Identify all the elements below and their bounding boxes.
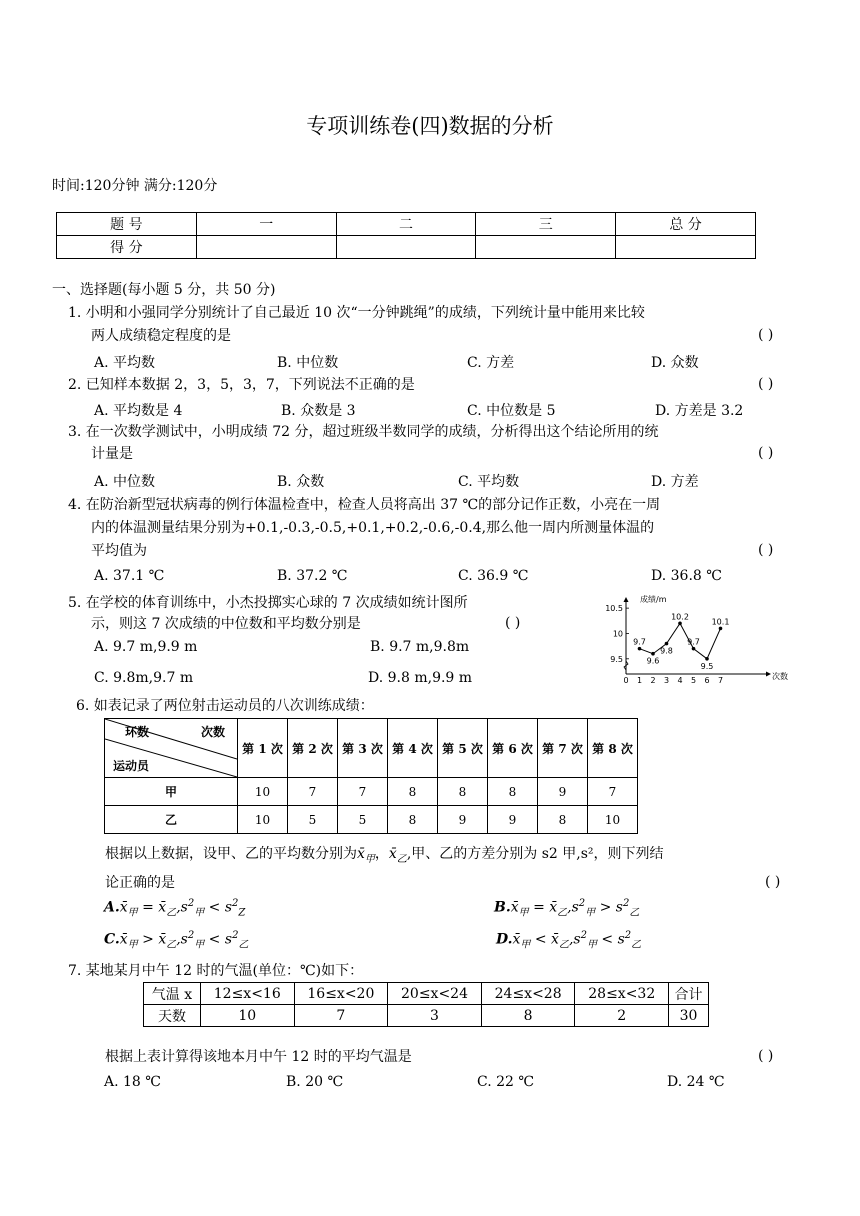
- question-5-line: 5. 在学校的体育训练中，小杰投掷实心球的 7 次成绩如统计图所: [68, 595, 468, 611]
- chart-x-tick-label: 5: [690, 676, 697, 685]
- table-cell: 气温 x: [144, 983, 201, 1005]
- chart-data-label: 9.8: [660, 646, 673, 656]
- answer-paren[interactable]: ( ): [758, 327, 774, 343]
- option-d[interactable]: D. 9.8 m,9.9 m: [368, 670, 473, 686]
- chart-point: [665, 642, 669, 646]
- chart-x-tick-label: 7: [717, 676, 724, 685]
- table-col-header: 第 4 次: [388, 719, 438, 778]
- chart-y-tick-label: 10.5: [605, 604, 623, 614]
- option-c[interactable]: C. 方差: [467, 355, 515, 371]
- option-b[interactable]: B. 中位数: [277, 355, 339, 371]
- answer-paren[interactable]: ( ): [758, 376, 774, 392]
- sub: 乙: [166, 907, 177, 919]
- chart-data-label: 9.7: [687, 637, 700, 647]
- question-7-line: 7. 某地某月中午 12 时的气温(单位：℃)如下：: [68, 963, 364, 979]
- table-row: [105, 806, 638, 834]
- sub: 甲: [127, 939, 138, 951]
- score-cell[interactable]: [336, 236, 476, 259]
- temperature-table: [143, 982, 709, 1027]
- section-heading: 一、选择题(每小题 5 分，共 50 分): [52, 282, 276, 298]
- table-cell: 9: [488, 806, 538, 834]
- corner-label-top: 环数: [125, 725, 150, 739]
- option-a[interactable]: A. 18 ℃: [104, 1074, 161, 1090]
- chart-x-tick-label: 4: [677, 676, 683, 685]
- question-6-text: 根据以上数据，设甲、乙的平均数分别为$x̄_甲$，$x̄_乙$,甲、乙的方差分别为 s2 甲,s²，则下列结: [105, 846, 664, 865]
- chart-data-label: 9.7: [633, 637, 646, 647]
- table-cell: 10: [200, 1005, 294, 1027]
- chart-y-tick-label: 9.5: [610, 654, 623, 664]
- option-c[interactable]: C. 36.9 ℃: [458, 568, 529, 584]
- sub: Z: [238, 907, 246, 919]
- chart-data-label: 9.5: [700, 661, 714, 671]
- sub: 乙: [166, 939, 177, 951]
- option-letter: C.: [104, 931, 120, 948]
- chart-point: [638, 647, 642, 651]
- question-4-line: 平均值为: [91, 543, 147, 559]
- table-cell: 20≤x<24: [388, 983, 482, 1005]
- table-cell: 7: [294, 1005, 388, 1027]
- table-col-header: 第 7 次: [538, 719, 588, 778]
- question-3-line: 计量是: [91, 446, 133, 462]
- chart-x-tick-label: 6: [704, 676, 710, 685]
- table-cell: 7: [288, 778, 338, 806]
- answer-paren[interactable]: ( ): [505, 615, 521, 631]
- table-cell: 30: [669, 1005, 709, 1027]
- sub: 甲: [520, 939, 531, 951]
- table-cell: 5: [288, 806, 338, 834]
- table-cell: 10: [588, 806, 638, 834]
- table-row: [105, 778, 638, 806]
- option-letter: B.: [494, 899, 511, 916]
- chart-y-axis-arrow: [624, 597, 629, 602]
- table-cell: 8: [488, 778, 538, 806]
- table-cell: 16≤x<20: [294, 983, 388, 1005]
- table-cell: 8: [538, 806, 588, 834]
- answer-paren[interactable]: ( ): [758, 445, 774, 461]
- chart-point: [678, 622, 682, 626]
- option-a[interactable]: A. 9.7 m,9.9 m: [94, 639, 198, 655]
- table-col-header: 第 2 次: [288, 719, 338, 778]
- table-cell: 天数: [144, 1005, 201, 1027]
- table-cell: 8: [388, 806, 438, 834]
- score-header: 一: [196, 213, 336, 236]
- table-col-header: 第 8 次: [588, 719, 638, 778]
- option-b[interactable]: B. 20 ℃: [286, 1074, 344, 1090]
- chart-data-label: 10.1: [711, 617, 730, 627]
- question-4-line: 内的体温测量结果分别为+0.1,-0.3,-0.5,+0.1,+0.2,-0.6,-0.4,那么他一周内所测量体温的: [91, 520, 655, 536]
- option-a[interactable]: A. 中位数: [94, 474, 156, 490]
- chart-data-label: 9.6: [646, 656, 660, 666]
- table-cell: 10: [238, 778, 288, 806]
- option-b[interactable]: B. 9.7 m,9.8m: [370, 639, 470, 655]
- option-d[interactable]: D. 方差: [651, 474, 699, 490]
- chart-point: [651, 652, 655, 656]
- q6-text-part: 根据以上数据，设甲、乙的平均数分别为: [105, 846, 357, 862]
- corner-label-bottom: 运动员: [113, 759, 150, 773]
- option-d[interactable]: D. 36.8 ℃: [651, 568, 722, 584]
- option-c[interactable]: C. 中位数是 5: [467, 403, 556, 419]
- table-cell: 3: [388, 1005, 482, 1027]
- answer-paren[interactable]: ( ): [758, 542, 774, 558]
- question-2-line: 2. 已知样本数据 2，3，5，3，7，下列说法不正确的是: [68, 377, 415, 393]
- question-4-line: 4. 在防治新型冠状病毒的例行体温检查中，检查人员将高出 37 ℃的部分记作正数，小亮在一周: [68, 497, 661, 513]
- option-d[interactable]: D. 方差是 3.2: [655, 403, 744, 419]
- table-cell: 9: [538, 778, 588, 806]
- chart-x-axis-label: 次数: [772, 672, 788, 681]
- sub: 乙: [629, 907, 640, 919]
- table-corner-cell: [105, 719, 238, 778]
- question-7-text: 根据上表计算得该地本月中午 12 时的平均气温是: [105, 1049, 412, 1065]
- score-header: 题 号: [57, 213, 197, 236]
- answer-paren[interactable]: ( ): [765, 874, 781, 890]
- option-b[interactable]: B. 众数: [277, 474, 325, 490]
- table-col-header: 第 6 次: [488, 719, 538, 778]
- q6-text-part: ,甲、乙的方差分别为 s2 甲,s²，则下列结: [406, 846, 664, 862]
- option-a[interactable]: A. 平均数: [94, 355, 156, 371]
- option-b[interactable]: B. 37.2 ℃: [277, 568, 348, 584]
- table-cell: 28≤x<32: [575, 983, 669, 1005]
- table-cell: 合计: [669, 983, 709, 1005]
- sub-jia: 甲: [364, 853, 375, 865]
- table-col-header: 第 5 次: [438, 719, 488, 778]
- score-cell[interactable]: [476, 236, 616, 259]
- option-c[interactable]: C. 22 ℃: [477, 1074, 535, 1090]
- table-cell: 8: [481, 1005, 575, 1027]
- chart-point: [719, 627, 723, 631]
- sub-yi: 乙: [396, 853, 407, 865]
- score-header: 三: [476, 213, 616, 236]
- option-letter: A.: [104, 899, 120, 916]
- table-col-header: 第 1 次: [238, 719, 288, 778]
- table-cell: 24≤x<28: [481, 983, 575, 1005]
- answer-paren[interactable]: ( ): [758, 1048, 774, 1064]
- chart-y-axis-label: 成绩/m: [640, 595, 667, 604]
- corner-label-right: 次数: [201, 725, 226, 739]
- question-3-line: 3. 在一次数学测试中，小明成绩 72 分，超过班级半数同学的成绩，分析得出这个结论所用的统: [68, 424, 659, 440]
- table-cell: 9: [438, 806, 488, 834]
- sub: 甲: [194, 907, 205, 919]
- sub: 乙: [631, 939, 642, 951]
- option-a[interactable]: A. 37.1 ℃: [94, 568, 165, 584]
- page-title: 专项训练卷(四)数据的分析: [306, 114, 554, 138]
- chart-x-tick-label: 1: [636, 676, 643, 685]
- row-label: 甲: [105, 778, 238, 806]
- option-b[interactable]: B. 众数是 3: [281, 403, 356, 419]
- option-a[interactable]: A. 平均数是 4: [94, 403, 183, 419]
- table-cell: 8: [438, 778, 488, 806]
- chart-y-tick-label: 10: [612, 629, 623, 639]
- option-d-formula[interactable]: $D.x̄_甲$ < $x̄_乙,s^2_甲 < s^2_乙$: [496, 930, 642, 951]
- sub: 甲: [586, 939, 597, 951]
- question-1-line: 两人成绩稳定程度的是: [91, 328, 231, 344]
- table-cell: 10: [238, 806, 288, 834]
- chart-point: [705, 657, 709, 661]
- shooting-table: [104, 718, 638, 834]
- question-6-text: 论正确的是: [105, 875, 175, 891]
- option-c-formula[interactable]: $C.x̄_甲$ > $x̄_乙,s^2_甲 < s^2_乙$: [104, 930, 249, 951]
- chart-x-tick-label: 2: [650, 676, 656, 685]
- chart-x-tick-label: 3: [663, 676, 670, 685]
- option-c[interactable]: C. 平均数: [458, 474, 520, 490]
- chart-x-axis-arrow: [766, 672, 771, 677]
- sub: 乙: [557, 907, 568, 919]
- score-cell[interactable]: [196, 236, 336, 259]
- sub: 甲: [194, 939, 205, 951]
- score-row-label: 得 分: [57, 236, 197, 259]
- table-cell: 2: [575, 1005, 669, 1027]
- sub: 乙: [238, 939, 249, 951]
- chart-data-label: 10.2: [671, 612, 689, 622]
- score-cell[interactable]: [616, 236, 756, 259]
- option-d[interactable]: D. 众数: [651, 355, 699, 371]
- table-cell: 5: [338, 806, 388, 834]
- option-c[interactable]: C. 9.8m,9.7 m: [94, 670, 194, 686]
- row-label: 乙: [105, 806, 238, 834]
- score-line-chart: [600, 590, 800, 690]
- option-b-formula[interactable]: $B.x̄_甲$ = $x̄_乙,s^2_甲 > s^2_乙$: [494, 898, 640, 919]
- sub: 甲: [127, 907, 138, 919]
- sub: 甲: [585, 907, 596, 919]
- option-d[interactable]: D. 24 ℃: [667, 1074, 725, 1090]
- question-5-line: 示，则这 7 次成绩的中位数和平均数分别是: [91, 616, 361, 632]
- table-cell: 7: [588, 778, 638, 806]
- table-cell: 7: [338, 778, 388, 806]
- score-header: 二: [336, 213, 476, 236]
- chart-x-tick-label: 0: [623, 676, 629, 685]
- question-6-line: 6. 如表记录了两位射击运动员的八次训练成绩：: [76, 698, 374, 714]
- table-cell: 12≤x<16: [200, 983, 294, 1005]
- exam-meta: 时间:120分钟 满分:120分: [52, 178, 218, 194]
- score-table: [56, 212, 756, 259]
- table-col-header: 第 3 次: [338, 719, 388, 778]
- score-header: 总 分: [616, 213, 756, 236]
- table-cell: 8: [388, 778, 438, 806]
- sub: 乙: [558, 939, 569, 951]
- option-a-formula[interactable]: $A.x̄_甲$ = $x̄_乙,s^2_甲 < s^2_Z$: [104, 898, 246, 919]
- sub: 甲: [518, 907, 529, 919]
- chart-point: [692, 647, 696, 651]
- question-1-line: 1. 小明和小强同学分别统计了自己最近 10 次“一分钟跳绳”的成绩，下列统计量中能用来比较: [68, 305, 645, 321]
- option-letter: D.: [496, 931, 513, 948]
- q6-text-part: ，: [374, 846, 389, 862]
